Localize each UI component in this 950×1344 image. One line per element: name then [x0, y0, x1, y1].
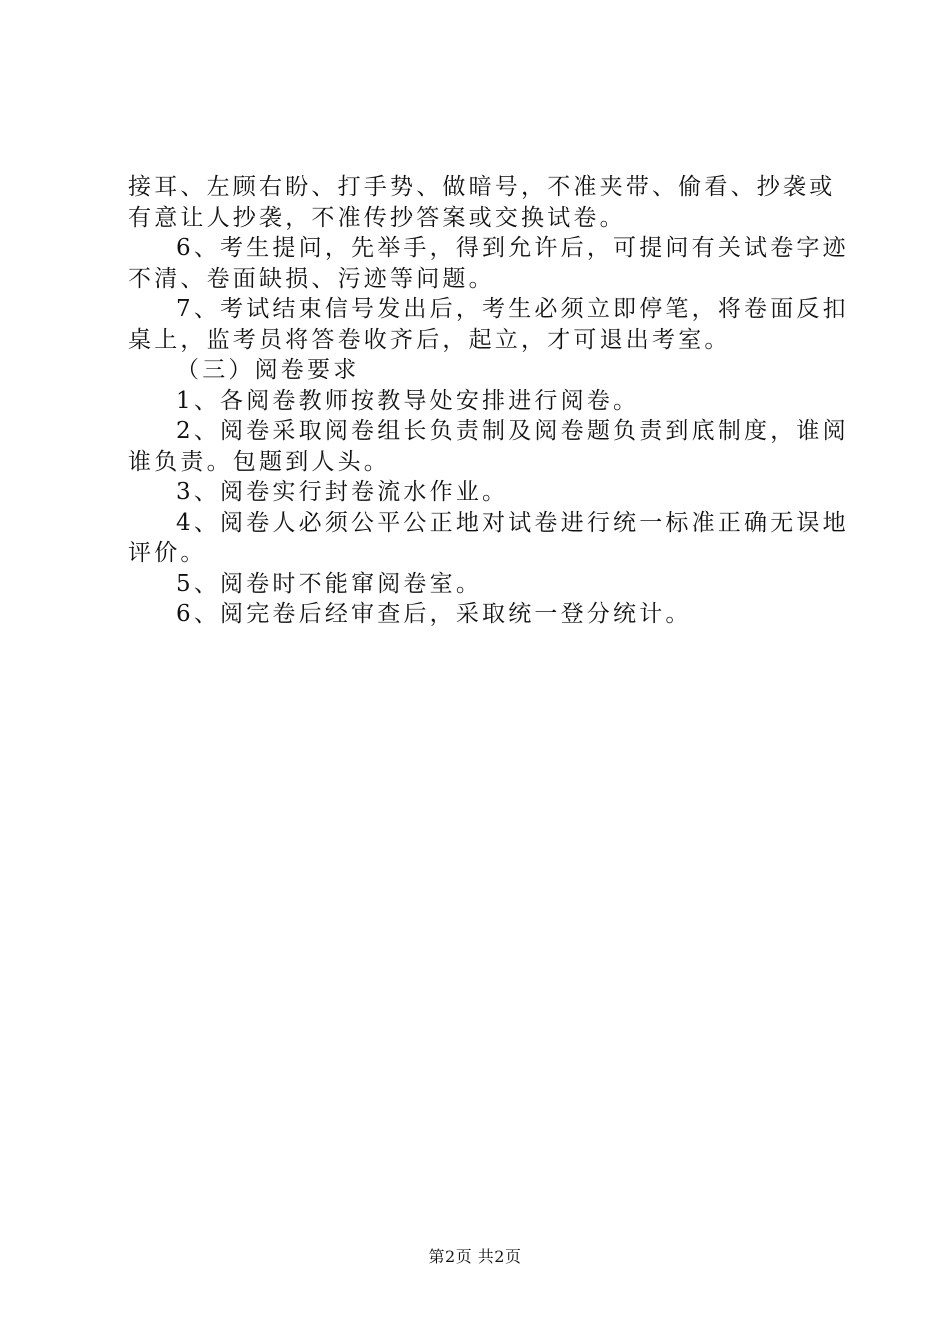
body-line: 谁负责。包题到人头。 [128, 448, 390, 475]
body-line: 2、阅卷采取阅卷组长负责制及阅卷题负责到底制度，谁阅 [176, 418, 849, 444]
body-line: 1、各阅卷教师按教导处安排进行阅卷。 [176, 387, 640, 414]
body-line: 接耳、左顾右盼、打手势、做暗号，不准夹带、偷看、抄袭或 [128, 174, 836, 200]
body-line: 不清、卷面缺损、污迹等问题。 [128, 265, 495, 292]
body-line: 5、阅卷时不能窜阅卷室。 [176, 570, 483, 597]
body-line: 桌上，监考员将答卷收齐后，起立，才可退出考室。 [128, 326, 731, 353]
body-line: 6、考生提问，先举手，得到允许后，可提问有关试卷字迹 [176, 235, 849, 261]
body-line: 7、考试结束信号发出后，考生必须立即停笔，将卷面反扣 [176, 296, 849, 322]
body-line: 3、阅卷实行封卷流水作业。 [176, 479, 509, 505]
section-heading: （三）阅卷要求 [176, 357, 360, 383]
body-line: 4、阅卷人必须公平公正地对试卷进行统一标准正确无误地 [176, 509, 849, 536]
page-footer: 第2页 共2页 [428, 1247, 522, 1266]
body-line: 评价。 [128, 540, 207, 566]
document-body [128, 172, 849, 630]
body-line: 有意让人抄袭，不准传抄答案或交换试卷。 [128, 204, 626, 231]
body-line: 6、阅完卷后经审查后，采取统一登分统计。 [176, 601, 692, 627]
